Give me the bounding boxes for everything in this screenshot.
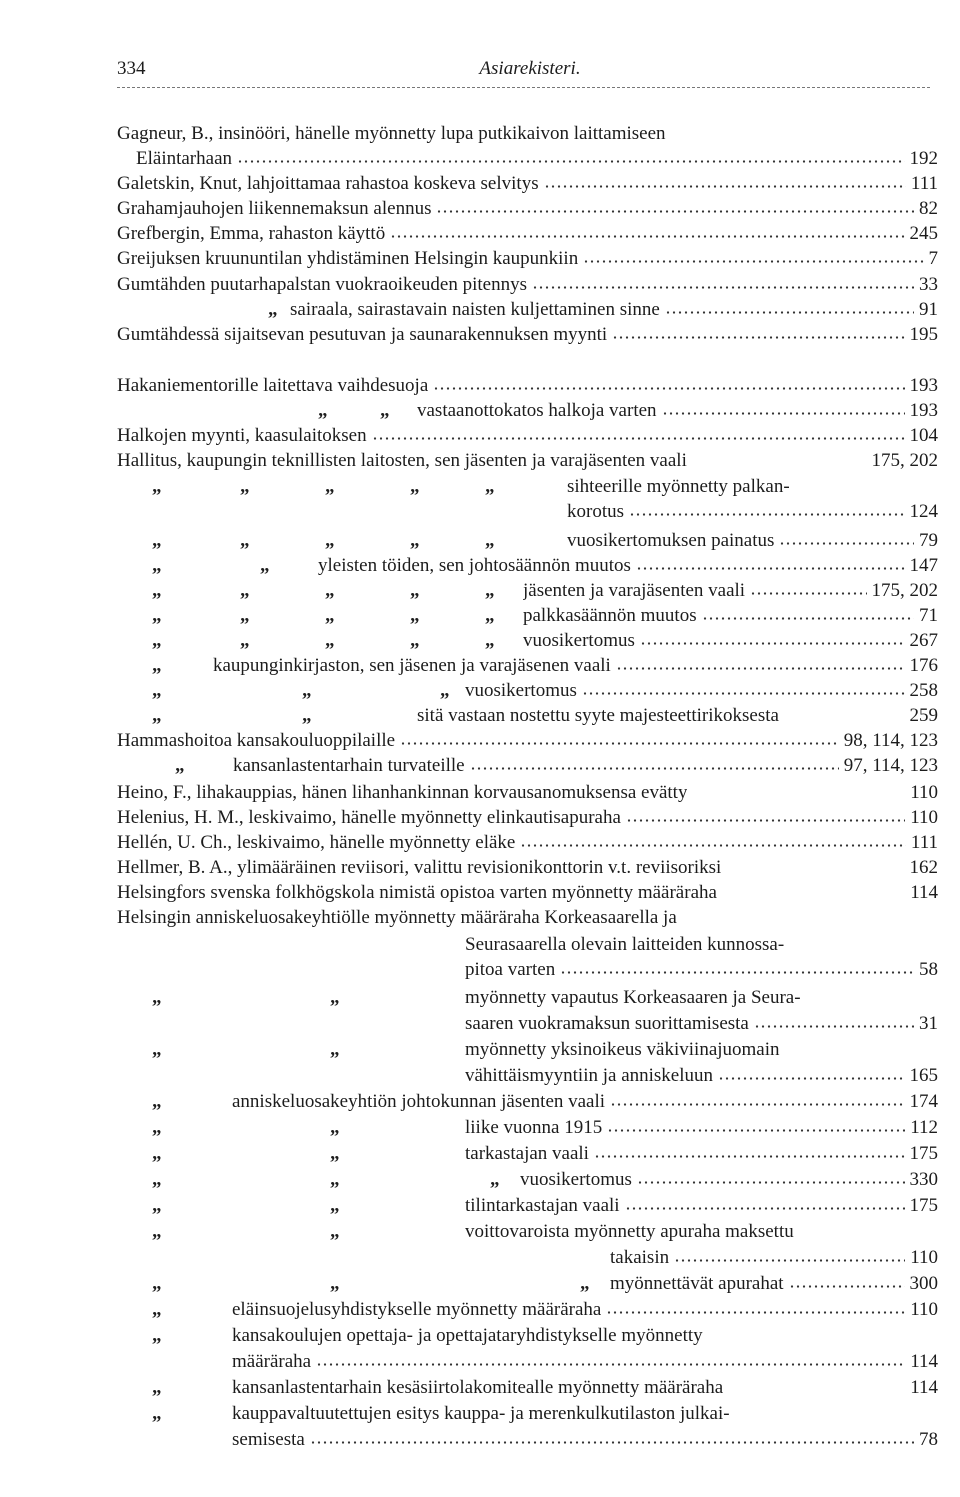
- dot-leader: [544, 184, 906, 189]
- index-line: [465, 957, 938, 982]
- page-reference: 175: [909, 1143, 938, 1164]
- dot-leader: [433, 386, 904, 391]
- ditto-mark: „: [152, 1377, 162, 1398]
- page-reference: 114: [910, 1351, 938, 1372]
- ditto-mark: „: [330, 1273, 340, 1294]
- ditto-mark: „: [152, 1117, 162, 1138]
- page-reference: 330: [909, 1169, 938, 1190]
- ditto-mark: „: [330, 1143, 340, 1164]
- entry-text: Heino, F., lihakauppias, hänen lihanhankinnan korvausanomuksensa evätty: [117, 782, 688, 803]
- index-line: [417, 398, 938, 423]
- ditto-mark: „: [260, 555, 270, 576]
- ditto-mark: „: [410, 580, 420, 601]
- entry-text: Gagneur, B., insinööri, hänelle myönnetty lupa putkikaivon laittamiseen: [117, 123, 666, 144]
- entry-text: Halkojen myynti, kaasulaitoksen: [117, 425, 367, 446]
- entry-text: kaupunginkirjaston, sen jäsenen ja varajäsenen vaali: [213, 655, 611, 676]
- ditto-mark: „: [240, 605, 250, 626]
- dot-leader: [310, 1440, 914, 1445]
- dot-leader: [616, 666, 905, 671]
- entry-text: sitä vastaan nostettu syyte majesteettirikoksesta: [417, 705, 779, 726]
- index-line: [117, 221, 938, 246]
- dot-leader: [640, 641, 905, 646]
- page-reference: 175: [909, 1195, 938, 1216]
- ditto-mark: „: [152, 605, 162, 626]
- ditto-mark: „: [330, 1169, 340, 1190]
- ditto-mark: „: [490, 1169, 500, 1190]
- index-line: [233, 753, 938, 778]
- ditto-mark: „: [152, 1091, 162, 1112]
- dot-leader: [674, 1258, 905, 1263]
- entry-text: tilintarkastajan vaali: [465, 1195, 620, 1216]
- dot-leader: [629, 512, 905, 517]
- index-line: [232, 1375, 938, 1400]
- page-reference: 111: [910, 173, 938, 194]
- entry-text: yleisten töiden, sen johtosäännön muutos: [318, 555, 631, 576]
- entry-text: Helsingin anniskeluosakeyhtiölle myönnetty määräraha Korkeasaarella ja: [117, 907, 677, 928]
- dot-leader: [390, 234, 904, 239]
- ditto-mark: „: [152, 530, 162, 551]
- page-reference: 104: [909, 425, 938, 446]
- index-line: [232, 1297, 938, 1322]
- page-reference: 245: [909, 223, 938, 244]
- index-line: [567, 528, 938, 553]
- index-line: [465, 1063, 938, 1088]
- entry-text: korotus: [567, 501, 624, 522]
- header-rule: [117, 87, 930, 88]
- index-line: [290, 297, 938, 322]
- page-reference: 267: [909, 630, 938, 651]
- entry-text: myönnettävät apurahat: [610, 1273, 784, 1294]
- entry-text: Grahamjauhojen liikennemaksun alennus: [117, 198, 432, 219]
- entry-text: vuosikertomus: [465, 680, 577, 701]
- index-line: [318, 553, 938, 578]
- dot-leader: [520, 843, 906, 848]
- entry-text: jäsenten ja varajäsenten vaali: [523, 580, 746, 601]
- entry-text: vuosikertomuksen painatus: [567, 530, 775, 551]
- page-number: 334: [117, 58, 146, 79]
- ditto-mark: „: [152, 1273, 162, 1294]
- index-line: [117, 171, 938, 196]
- ditto-mark: „: [318, 400, 328, 421]
- index-line: [117, 373, 938, 398]
- dot-leader: [606, 1310, 905, 1315]
- ditto-mark: „: [485, 476, 495, 497]
- ditto-mark: „: [330, 1195, 340, 1216]
- page-reference: 110: [910, 1247, 938, 1268]
- dot-leader: [626, 818, 905, 823]
- entry-text: Hammashoitoa kansakouluoppilaille: [117, 730, 396, 751]
- page-reference: 82: [919, 198, 938, 219]
- index-line: [465, 1115, 938, 1140]
- index-line: [417, 703, 938, 728]
- index-line: [117, 855, 938, 880]
- ditto-mark: „: [410, 530, 420, 551]
- index-line: [117, 905, 938, 930]
- ditto-mark: „: [152, 630, 162, 651]
- dot-leader: [722, 893, 905, 898]
- dot-leader: [637, 1180, 905, 1185]
- dot-leader: [532, 285, 914, 290]
- ditto-mark: „: [268, 299, 278, 320]
- ditto-mark: „: [152, 1325, 162, 1346]
- page-reference: 300: [909, 1273, 938, 1294]
- index-line: [117, 322, 938, 347]
- index-line: [117, 196, 938, 221]
- dot-leader: [662, 411, 905, 416]
- entry-text: kansakoulujen opettaja- ja opettajataryhdistykselle myönnetty: [232, 1325, 703, 1346]
- index-line: [465, 1011, 938, 1036]
- entry-text: Hellmer, B. A., ylimääräinen reviisori, valittu revisionikonttorin v.t. reviisoriksi: [117, 857, 722, 878]
- dot-leader: [316, 1362, 905, 1367]
- index-line: [465, 1037, 938, 1062]
- page-reference: 165: [909, 1065, 938, 1086]
- dot-leader: [625, 1206, 905, 1211]
- dot-leader: [612, 335, 904, 340]
- page-reference: 71: [919, 605, 938, 626]
- index-line: [117, 423, 938, 448]
- page-reference: 79: [919, 530, 938, 551]
- index-line: [465, 985, 938, 1010]
- dot-leader: [237, 159, 904, 164]
- page-reference: 91: [919, 299, 938, 320]
- entry-text: Grefbergin, Emma, rahaston käyttö: [117, 223, 386, 244]
- ditto-mark: „: [152, 987, 162, 1008]
- page-reference: 193: [909, 400, 938, 421]
- ditto-mark: „: [380, 400, 390, 421]
- ditto-mark: „: [330, 1039, 340, 1060]
- ditto-mark: „: [152, 1299, 162, 1320]
- index-line: [567, 499, 938, 524]
- index-line: [465, 932, 938, 957]
- index-line: [117, 448, 938, 473]
- ditto-mark: „: [152, 680, 162, 701]
- ditto-mark: „: [152, 476, 162, 497]
- ditto-mark: „: [330, 987, 340, 1008]
- ditto-mark: „: [240, 630, 250, 651]
- ditto-mark: „: [152, 655, 162, 676]
- ditto-mark: „: [302, 680, 312, 701]
- ditto-mark: „: [152, 1039, 162, 1060]
- page-reference: 174: [909, 1091, 938, 1112]
- dot-leader: [789, 1284, 905, 1289]
- ditto-mark: „: [485, 605, 495, 626]
- page-reference: 7: [928, 248, 938, 269]
- dot-leader: [754, 1024, 914, 1029]
- dot-leader: [610, 1102, 904, 1107]
- dot-leader: [718, 1076, 904, 1081]
- page-reference: 97, 114, 123: [843, 755, 938, 776]
- entry-text: Seurasaarella olevain laitteiden kunnossa-: [465, 934, 785, 955]
- page-reference: 112: [910, 1117, 938, 1138]
- index-line: [117, 805, 938, 830]
- entry-text: Greijuksen kruununtilan yhdistäminen Helsingin kaupunkiin: [117, 248, 579, 269]
- index-line: [523, 628, 938, 653]
- ditto-mark: „: [152, 1195, 162, 1216]
- entry-text: vuosikertomus: [523, 630, 635, 651]
- page-reference: 33: [919, 274, 938, 295]
- dot-leader: [560, 970, 914, 975]
- index-line: [117, 246, 938, 271]
- index-line: [117, 830, 938, 855]
- page-reference: 259: [909, 705, 938, 726]
- index-line: [610, 1245, 938, 1270]
- index-line: [520, 1167, 938, 1192]
- index-line: [465, 1193, 938, 1218]
- ditto-mark: „: [240, 530, 250, 551]
- ditto-mark: „: [410, 605, 420, 626]
- page-reference: 98, 114, 123: [843, 730, 938, 751]
- entry-text: myönnetty vapautus Korkeasaaren ja Seura-: [465, 987, 801, 1008]
- index-line: [232, 1427, 938, 1452]
- index-line: [465, 678, 938, 703]
- dot-leader: [607, 1128, 905, 1133]
- ditto-mark: „: [485, 580, 495, 601]
- page-reference: 192: [909, 148, 938, 169]
- index-line: [117, 780, 938, 805]
- dot-leader: [692, 793, 905, 798]
- ditto-mark: „: [410, 476, 420, 497]
- page-reference: 111: [910, 832, 938, 853]
- index-line: [523, 603, 938, 628]
- entry-text: kauppavaltuutettujen esitys kauppa- ja merenkulkutilaston julkai-: [232, 1403, 730, 1424]
- ditto-mark: „: [440, 680, 450, 701]
- ditto-mark: „: [152, 1169, 162, 1190]
- ditto-mark: „: [330, 1117, 340, 1138]
- entry-text: tarkastajan vaali: [465, 1143, 589, 1164]
- ditto-mark: „: [240, 476, 250, 497]
- page-reference: 175, 202: [871, 450, 938, 471]
- entry-text: Hakaniementorille laitettava vaihdesuoja: [117, 375, 429, 396]
- ditto-mark: „: [325, 605, 335, 626]
- dot-leader: [400, 741, 839, 746]
- page-reference: 147: [909, 555, 938, 576]
- entry-text: sihteerille myönnetty palkan-: [567, 476, 790, 497]
- page-reference: 114: [910, 1377, 938, 1398]
- dot-leader: [372, 436, 905, 441]
- page-reference: 195: [909, 324, 938, 345]
- page-reference: 110: [910, 1299, 938, 1320]
- index-line: [610, 1271, 938, 1296]
- ditto-mark: „: [175, 755, 185, 776]
- dot-leader: [728, 1388, 905, 1393]
- entry-text: Helenius, H. M., leskivaimo, hänelle myönnetty elinkautisapuraha: [117, 807, 621, 828]
- entry-text: takaisin: [610, 1247, 670, 1268]
- ditto-mark: „: [325, 530, 335, 551]
- entry-text: voittovaroista myönnetty apuraha maksettu: [465, 1221, 794, 1242]
- ditto-mark: „: [302, 705, 312, 726]
- index-line: [232, 1089, 938, 1114]
- entry-text: Hallitus, kaupungin teknillisten laitosten, sen jäsenten ja varajäsenten vaali: [117, 450, 687, 471]
- dot-leader: [750, 591, 866, 596]
- page-reference: 114: [910, 882, 938, 903]
- ditto-mark: „: [325, 476, 335, 497]
- dot-leader: [692, 461, 867, 466]
- ditto-mark: „: [240, 580, 250, 601]
- entry-text: sairaala, sairastavain naisten kuljettaminen sinne: [290, 299, 660, 320]
- dot-leader: [582, 691, 905, 696]
- dot-leader: [470, 766, 839, 771]
- index-line: [213, 653, 938, 678]
- ditto-mark: „: [152, 1221, 162, 1242]
- index-line: [117, 121, 938, 146]
- entry-text: eläinsuojelusyhdistykselle myönnetty määräraha: [232, 1299, 602, 1320]
- entry-text: palkkasäännön muutos: [523, 605, 697, 626]
- ditto-mark: „: [152, 705, 162, 726]
- index-line: [232, 1349, 938, 1374]
- entry-text: myönnetty yksinoikeus väkiviinajuomain: [465, 1039, 780, 1060]
- index-line: [117, 728, 938, 753]
- entry-text: kansanlastentarhain kesäsiirtolakomitealle myönnetty määräraha: [232, 1377, 724, 1398]
- page-reference: 175, 202: [871, 580, 938, 601]
- entry-text: kansanlastentarhain turvateille: [233, 755, 465, 776]
- dot-leader: [702, 616, 914, 621]
- index-line: [232, 1323, 938, 1348]
- page-reference: 258: [909, 680, 938, 701]
- entry-text: liike vuonna 1915: [465, 1117, 603, 1138]
- entry-text: Galetskin, Knut, lahjoittamaa rahastoa koskeva selvitys: [117, 173, 539, 194]
- dot-leader: [665, 310, 914, 315]
- page-reference: 110: [910, 782, 938, 803]
- dot-leader: [594, 1154, 905, 1159]
- page-reference: 58: [919, 959, 938, 980]
- dot-leader: [726, 868, 904, 873]
- index-line: [136, 146, 938, 171]
- entry-text: vuosikertomus: [520, 1169, 632, 1190]
- dot-leader: [779, 541, 914, 546]
- dot-leader: [636, 566, 905, 571]
- page-header: [0, 58, 960, 88]
- page-title: Asiarekisteri.: [479, 58, 581, 79]
- entry-text: Gumtähden puutarhapalstan vuokraoikeuden pitennys: [117, 274, 527, 295]
- ditto-mark: „: [152, 1403, 162, 1424]
- entry-text: Hellén, U. Ch., leskivaimo, hänelle myönnetty eläke: [117, 832, 516, 853]
- page-reference: 31: [919, 1013, 938, 1034]
- ditto-mark: „: [325, 630, 335, 651]
- entry-text: Eläintarhaan: [136, 148, 233, 169]
- page-reference: 162: [909, 857, 938, 878]
- entry-text: semisesta: [232, 1429, 305, 1450]
- index-line: [523, 578, 938, 603]
- ditto-mark: „: [580, 1273, 590, 1294]
- entry-text: Gumtähdessä sijaitsevan pesutuvan ja saunarakennuksen myynti: [117, 324, 608, 345]
- entry-text: Helsingfors svenska folkhögskola nimistä opistoa varten myönnetty määräraha: [117, 882, 717, 903]
- index-line: [567, 474, 938, 499]
- dot-leader: [784, 716, 905, 721]
- ditto-mark: „: [330, 1221, 340, 1242]
- page-reference: 124: [909, 501, 938, 522]
- entry-text: saaren vuokramaksun suorittamisesta: [465, 1013, 749, 1034]
- entry-text: anniskeluosakeyhtiön johtokunnan jäsenten vaali: [232, 1091, 606, 1112]
- index-line: [117, 272, 938, 297]
- entry-text: vastaanottokatos halkoja varten: [417, 400, 657, 421]
- index-line: [117, 880, 938, 905]
- ditto-mark: „: [152, 1143, 162, 1164]
- entry-text: pitoa varten: [465, 959, 556, 980]
- page-reference: 110: [910, 807, 938, 828]
- ditto-mark: „: [152, 580, 162, 601]
- ditto-mark: „: [485, 530, 495, 551]
- page-reference: 78: [919, 1429, 938, 1450]
- entry-text: määräraha: [232, 1351, 312, 1372]
- entry-text: vähittäismyyntiin ja anniskeluun: [465, 1065, 714, 1086]
- index-line: [465, 1219, 938, 1244]
- page-reference: 176: [909, 655, 938, 676]
- ditto-mark: „: [485, 630, 495, 651]
- dot-leader: [583, 259, 923, 264]
- page-reference: 193: [909, 375, 938, 396]
- index-line: [232, 1401, 938, 1426]
- index-line: [465, 1141, 938, 1166]
- dot-leader: [436, 209, 914, 214]
- ditto-mark: „: [152, 555, 162, 576]
- ditto-mark: „: [410, 630, 420, 651]
- ditto-mark: „: [325, 580, 335, 601]
